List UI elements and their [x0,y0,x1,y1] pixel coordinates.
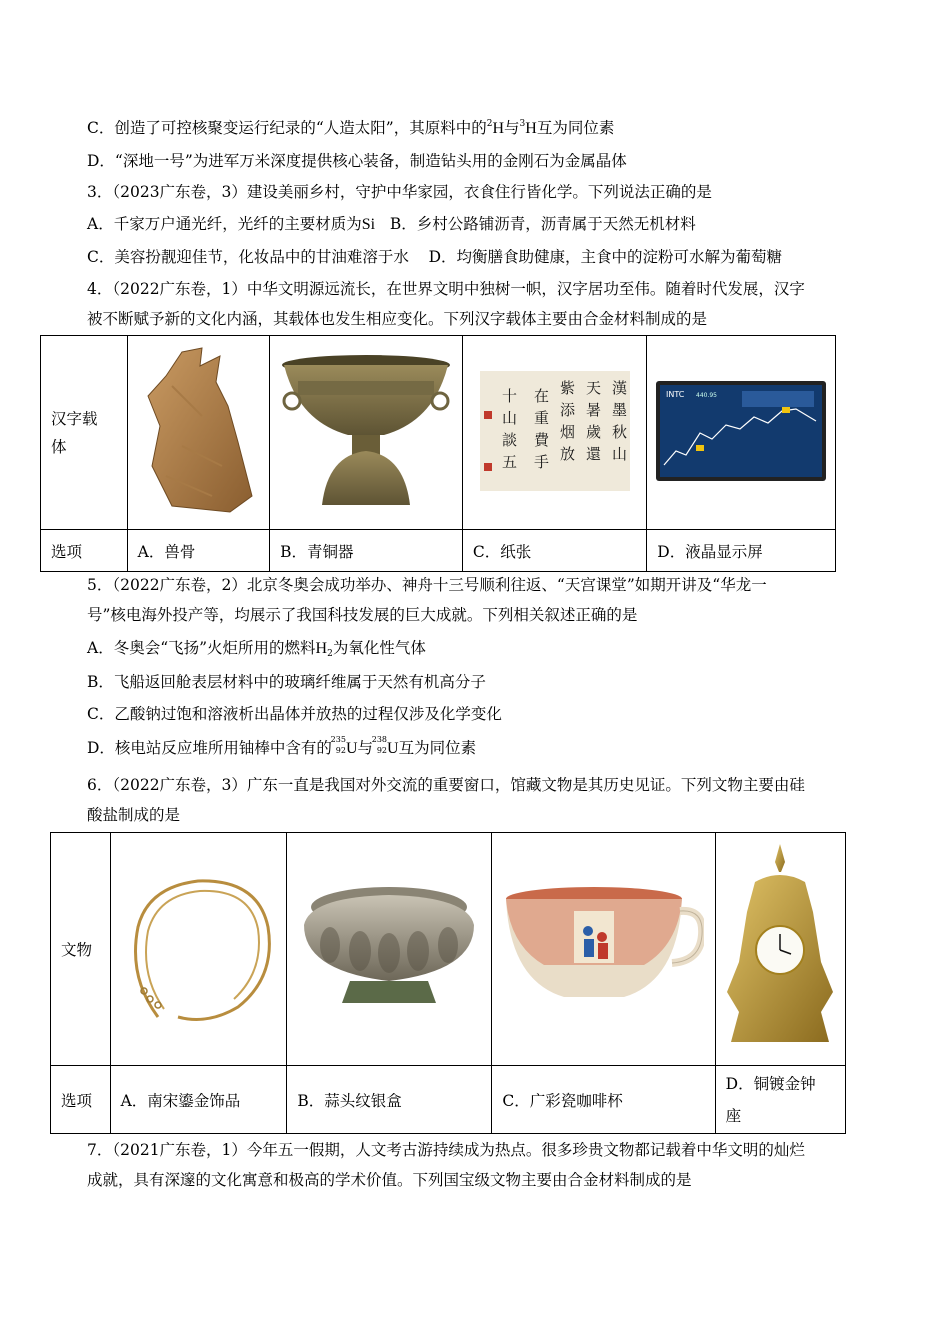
q6-table [50,832,846,1134]
q3-option-b: B．乡村公路铺沥青，沥青属于天然无机材料 [389,215,696,233]
q6-option-d: D．铜镀金钟座 [715,1066,845,1134]
screen-ticker: INTC [666,389,685,399]
element-symbol: H [315,640,328,657]
svg-text:歲: 歲 [585,422,601,441]
screen-price: 440.95 [696,391,718,399]
q2-option-d: D．“深地一号”为进军万米深度提供核心装备，制造钻头用的金刚石为金属晶体 [87,152,627,170]
mass-number: 3 [519,119,526,129]
svg-text:暑: 暑 [585,400,601,419]
svg-text:放: 放 [559,444,575,463]
q6-row-label: 文物 [51,833,111,1066]
svg-text:漢: 漢 [611,378,627,397]
svg-text:費: 費 [533,430,549,449]
svg-text:手: 手 [533,452,549,471]
svg-text:紫: 紫 [559,378,575,397]
svg-text:五: 五 [501,452,517,471]
mass-number: 2 [486,119,493,129]
q4-row2-label: 选项 [41,530,128,572]
q5-option-a: A．冬奥会“飞扬”火炬所用的燃料H2为氧化性气体 [87,639,426,659]
q5-stem-line2: 号”核电海外投产等，均展示了我国科技发展的巨大成就。下列相关叙述正确的是 [87,606,638,624]
q4-option-d: D．液晶显示屏 [647,530,836,572]
q6-option-a: A．南宋鎏金饰品 [110,1066,287,1134]
q5-option-d: D．核电站反应堆所用铀棒中含有的 235 92 U与 238 92 U互为同位素 [87,735,477,757]
svg-text:烟: 烟 [559,422,575,441]
silver-box-image [287,833,492,1066]
svg-text:秋: 秋 [611,422,627,441]
calligraphy-paper-image [462,336,646,530]
svg-text:添: 添 [559,400,575,419]
svg-text:十: 十 [501,386,517,405]
q5-option-c: C．乙酸钠过饱和溶液析出晶体并放热的过程仅涉及化学变化 [87,705,502,723]
svg-text:重: 重 [533,408,549,427]
element-symbol: Si [361,216,376,233]
q4-option-b: B．青铜器 [270,530,463,572]
isotope-notation: 235 92 [330,735,346,755]
q3-options-ab [87,214,696,235]
element-symbol: U [387,740,399,757]
q3-stem: 3．（2023广东卷，3）建设美丽乡村，守护中华家园，衣食住行皆化学。下列说法正确的是 [87,183,712,201]
q6-option-b: B．蒜头纹银盒 [287,1066,492,1134]
q4-table [40,335,836,572]
element-symbol: H [525,120,537,137]
q3-option-d: D．均衡膳食助健康，主食中的淀粉可水解为葡萄糖 [428,248,783,266]
q3-option-a: A．千家万户通光纤，光纤的主要材质为 [87,215,362,233]
q3-options-cd [87,247,782,267]
q7-stem-line1: 7．（2021广东卷，1）今年五一假期，人文考古游持续成为热点。很多珍贵文物都记载着中华文明的灿烂 [87,1141,805,1159]
q4-stem-line2: 被不断赋予新的文化内涵，其载体也发生相应变化。下列汉字载体主要由合金材料制成的是 [87,310,708,328]
q4-row-label: 汉字载体 [41,336,128,530]
q6-option-c: C．广彩瓷咖啡杯 [492,1066,715,1134]
porcelain-cup-image [492,833,715,1066]
svg-text:談: 談 [501,430,517,449]
svg-text:在: 在 [533,386,549,405]
gilt-clock-image [715,833,845,1066]
svg-text:天: 天 [585,378,601,397]
svg-text:山: 山 [501,408,517,427]
oracle-bone-image [127,336,269,530]
element-symbol: U [345,740,358,757]
svg-text:還: 還 [585,444,601,463]
q6-stem-line1: 6．（2022广东卷，3）广东一直是我国对外交流的重要窗口，馆藏文物是其历史见证。下列文物主要由硅 [87,776,805,794]
gilded-necklace-image [110,833,287,1066]
q5-option-b: B．飞船返回舱表层材料中的玻璃纤维属于天然有机高分子 [87,673,486,691]
bronze-vessel-image [270,336,463,530]
q6-stem-line2: 酸盐制成的是 [87,806,181,824]
q4-option-c: C．纸张 [462,530,646,572]
q4-option-a: A．兽骨 [127,530,269,572]
q4-stem-line1: 4．（2022广东卷，1）中华文明源远流长，在世界文明中独树一帜，汉字居功至伟。随着时代发展，汉字 [87,280,805,298]
svg-text:墨: 墨 [611,400,627,419]
svg-text:山: 山 [611,444,627,463]
element-symbol: H [492,120,505,137]
lcd-screen-image [647,336,836,530]
q2-option-c: C．创造了可控核聚变运行纪录的“人造太阳”，其原料中的$^2$H与$^3$H互为同位素 [87,119,615,137]
q7-stem-line2: 成就，具有深邃的文化寓意和极高的学术价值。下列国宝级文物主要由合金材料制成的是 [87,1171,692,1189]
isotope-notation: 238 92 [371,735,388,755]
q3-option-c: C．美容扮靓迎佳节，化妆品中的甘油难溶于水 [87,248,409,266]
subscript: 2 [327,649,333,659]
q6-row2-label: 选项 [51,1066,111,1134]
q5-stem-line1: 5．（2022广东卷，2）北京冬奥会成功举办、神舟十三号顺利往返、“天宫课堂”如期开讲及“华龙一 [87,576,767,594]
